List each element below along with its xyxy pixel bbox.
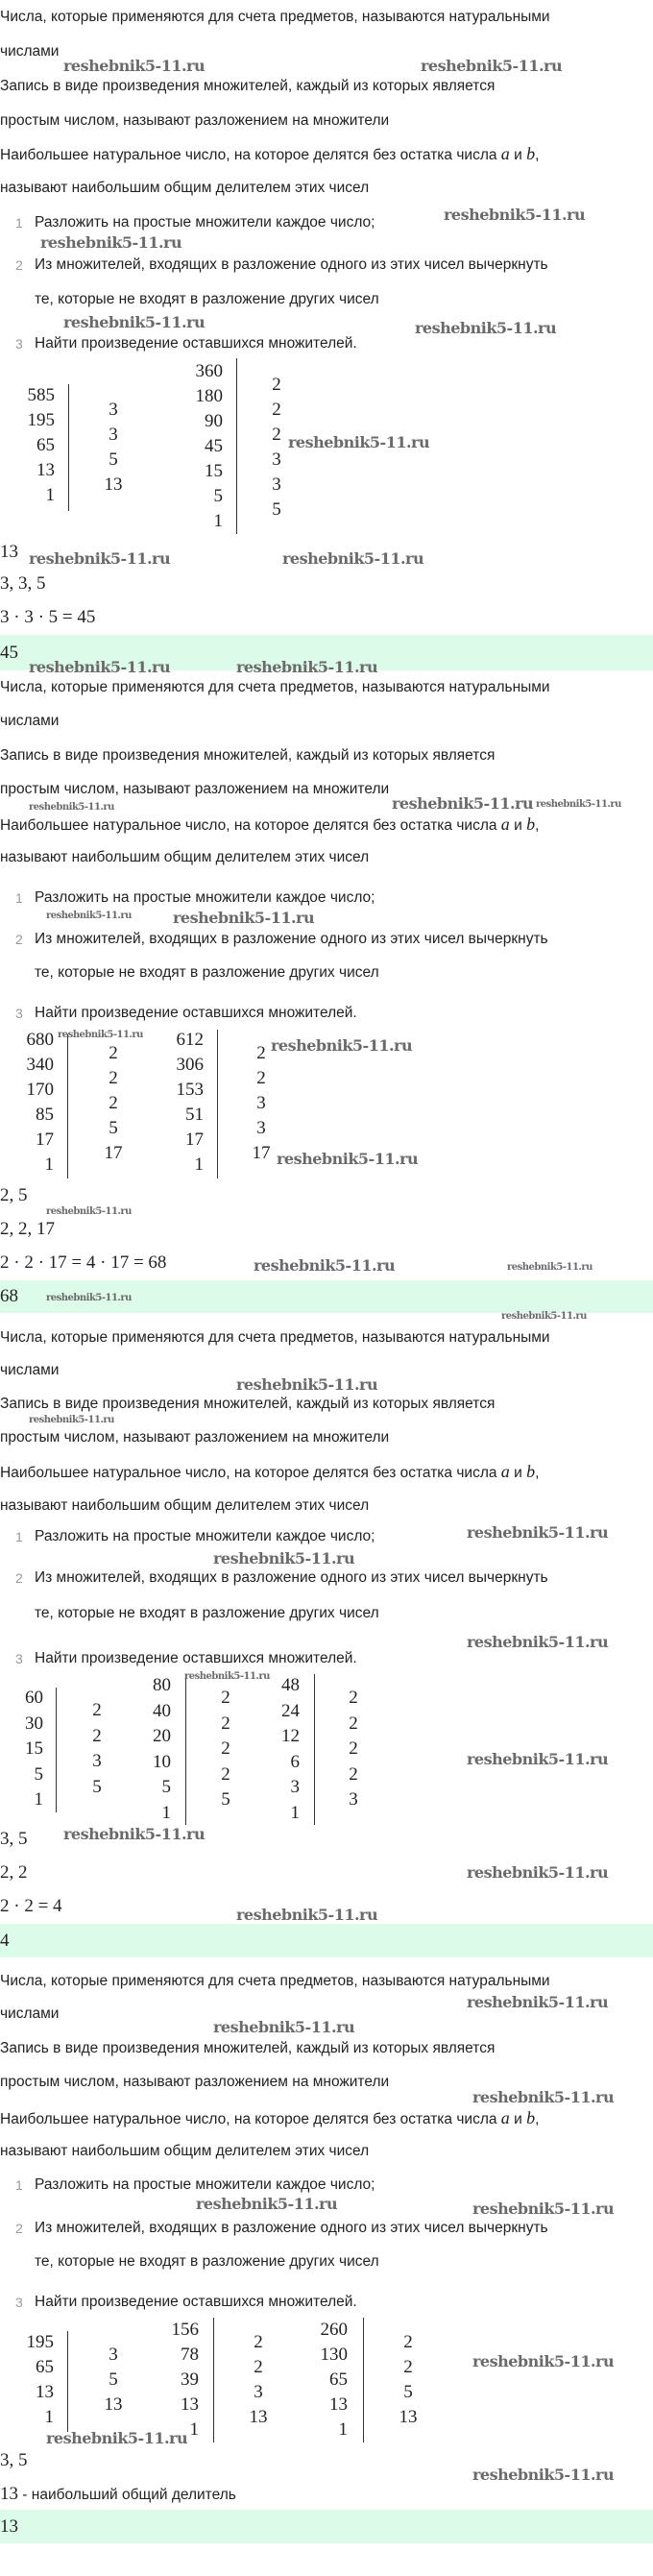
definition-text: называют наибольшим общим делителем этих чисел [0,1497,370,1514]
divider-line [236,358,237,534]
factor-cell: 5 [213,486,223,506]
factor-cell: 1 [213,511,223,531]
step-number: 2 [15,932,23,947]
gcd-definition [0,814,539,836]
text-fragment: , [535,2111,540,2127]
factor-cell: 2 [403,2357,413,2377]
watermark: reshebnik5-11.ru [467,1993,609,2011]
step-number: 3 [15,1651,23,1666]
step-number: 1 [15,2177,23,2193]
step-text: Разложить на простые множители каждое число; [35,889,375,906]
watermark: reshebnik5-11.ru [173,909,315,927]
factor-cell: 60 [25,1688,43,1708]
factor-cell: 340 [26,1055,54,1075]
step-text: Из множителей, входящих в разложение одного из этих чисел вычеркнуть [35,256,548,273]
answer-value: 4 [0,1930,10,1951]
math-variable: a [500,814,510,834]
definition-text: называют наибольшим общим делителем этих чисел [0,2143,370,2159]
result-line: 2 · 2 · 17 = 4 · 17 = 68 [0,1252,167,1273]
factor-cell: 10 [153,1751,171,1772]
result-line: 3, 5 [0,1829,28,1849]
result-line: 2, 5 [0,1185,28,1205]
step-text: Найти произведение оставшихся множителей. [35,2294,357,2310]
definition-text: простым числом, называют разложением на множители [0,2074,390,2090]
watermark: reshebnik5-11.ru [29,1415,114,1425]
definition-text: Числа, которые применяются для счета предметов, называются натуральными [0,9,550,25]
watermark: reshebnik5-11.ru [184,1671,270,1682]
definition-text: простым числом, называют разложением на множители [0,1429,390,1446]
factor-cell: 78 [181,2345,199,2365]
factor-cell: 3 [92,1751,102,1771]
math-variable: a [500,2108,510,2127]
divider-line [67,1034,68,1179]
factor-cell: 17 [104,1143,123,1163]
watermark: reshebnik5-11.ru [392,794,534,813]
watermark: reshebnik5-11.ru [29,658,171,676]
factor-cell: 5 [109,2369,118,2390]
watermark: reshebnik5-11.ru [63,1825,206,1843]
step-text: Найти произведение оставшихся множителей. [35,335,357,352]
watermark: reshebnik5-11.ru [507,1262,593,1273]
factor-cell: 2 [272,375,281,395]
factor-cell: 24 [281,1700,300,1721]
factor-cell: 195 [26,2332,54,2352]
watermark: reshebnik5-11.ru [213,1549,355,1567]
factor-cell: 30 [25,1713,43,1734]
factor-cell: 1 [338,2419,348,2440]
watermark: reshebnik5-11.ru [467,1633,609,1651]
definition-text: числами [0,713,60,729]
text-fragment: , [535,1465,540,1481]
result-line: 2 · 2 = 4 [0,1896,62,1916]
step-number: 2 [15,257,23,273]
factor-cell: 2 [349,1713,358,1734]
watermark: reshebnik5-11.ru [444,206,586,224]
step-number: 1 [15,215,23,231]
definition-text: называют наибольшим общим делителем этих чисел [0,849,370,865]
watermark: reshebnik5-11.ru [46,911,132,921]
step-number: 1 [15,1529,23,1544]
watermark: reshebnik5-11.ru [236,1375,378,1394]
step-text: Из множителей, входящих в разложение одного из этих чисел вычеркнуть [35,931,548,947]
factor-cell: 5 [403,2382,413,2402]
factor-cell: 3 [109,2345,118,2365]
factor-cell: 5 [272,499,281,520]
factor-cell: 3 [109,400,118,420]
watermark: reshebnik5-11.ru [277,1150,419,1168]
factor-cell: 48 [281,1675,300,1695]
result-line: 3, 3, 5 [0,573,46,594]
factor-cell: 13 [104,474,123,495]
factor-cell: 1 [290,1802,300,1823]
step-number: 3 [15,1006,23,1021]
factor-cell: 260 [320,2320,348,2340]
text-fragment: , [535,147,540,163]
factor-cell: 2 [221,1713,230,1734]
watermark: reshebnik5-11.ru [288,433,430,451]
factor-cell: 3 [256,1118,266,1138]
result-number: 13 [0,2484,18,2504]
factor-cell: 6 [290,1751,300,1772]
answer-value: 13 [0,2515,18,2537]
factor-cell: 17 [36,1130,54,1150]
factor-cell: 180 [195,386,223,406]
divider-line [314,1674,315,1825]
answer-band [0,1924,653,1957]
factor-cell: 2 [221,1763,230,1785]
text-fragment: и [509,2111,527,2127]
watermark: reshebnik5-11.ru [29,549,171,568]
factor-cell: 5 [92,1776,102,1797]
text-fragment: и [509,147,527,163]
factor-cell: 1 [194,1154,204,1175]
result-line: 2, 2, 17 [0,1219,55,1239]
text-fragment: , [535,817,540,834]
watermark: reshebnik5-11.ru [46,2429,188,2447]
text-fragment: Наибольшее натуральное число, на которое делятся без остатка числа [0,147,501,163]
watermark: reshebnik5-11.ru [40,233,182,252]
text-fragment: Наибольшее натуральное число, на которое делятся без остатка числа [0,1465,501,1481]
math-variable: b [526,2108,536,2127]
watermark: reshebnik5-11.ru [236,658,378,676]
math-variable: a [500,144,510,163]
watermark: reshebnik5-11.ru [46,1293,132,1303]
step-text: те, которые не входят в разложение других чисел [35,1605,379,1621]
divider-line [217,1030,218,1179]
factor-cell: 90 [205,411,223,431]
step-number: 1 [15,890,23,906]
factor-cell: 15 [25,1738,43,1759]
step-text: те, которые не входят в разложение других чисел [35,291,379,307]
definition-text: Числа, которые применяются для счета предметов, называются натуральными [0,679,550,695]
factor-cell: 360 [195,361,223,381]
watermark: reshebnik5-11.ru [467,1863,609,1882]
factor-cell: 2 [349,1763,358,1785]
factor-cell: 5 [221,1789,230,1810]
result-line: 2, 2 [0,1862,28,1883]
factor-cell: 17 [252,1143,271,1163]
text-fragment: и [509,1465,527,1481]
factor-cell: 5 [109,450,118,470]
factor-cell: 1 [34,1789,43,1810]
watermark: reshebnik5-11.ru [282,549,424,568]
watermark: reshebnik5-11.ru [467,1750,609,1768]
watermark: reshebnik5-11.ru [213,2018,355,2036]
definition-text: Числа, которые применяются для счета предметов, называются натуральными [0,1329,550,1346]
divider-line [56,1688,57,1812]
factor-cell: 2 [349,1688,358,1708]
answer-value: 45 [0,642,18,663]
definition-text: Запись в виде произведения множителей, каждый из которых является [0,2040,496,2056]
factor-cell: 2 [254,2332,263,2352]
factor-cell: 2 [403,2332,413,2352]
factor-cell: 2 [109,1043,118,1063]
factor-cell: 5 [161,1777,171,1797]
result-line: 3 · 3 · 5 = 45 [0,607,96,627]
factor-cell: 3 [254,2382,263,2402]
factor-cell: 1 [45,485,55,505]
factor-cell: 2 [349,1738,358,1759]
watermark: reshebnik5-11.ru [472,2466,615,2484]
factor-cell: 13 [399,2407,418,2427]
factor-cell: 3 [109,425,118,445]
step-text: Найти произведение оставшихся множителей. [35,1005,357,1021]
definition-text: Запись в виде произведения множителей, каждый из которых является [0,747,496,764]
watermark: reshebnik5-11.ru [501,1311,587,1322]
factor-cell: 13 [249,2407,268,2427]
step-text: Из множителей, входящих в разложение одного из этих чисел вычеркнуть [35,1569,548,1586]
factor-cell: 13 [36,460,55,480]
answer-value: 68 [0,1286,18,1306]
factor-cell: 130 [320,2345,348,2365]
watermark: reshebnik5-11.ru [536,799,621,810]
factor-cell: 2 [256,1043,266,1063]
definition-text: Запись в виде произведения множителей, каждый из которых является [0,1396,496,1412]
factor-cell: 170 [26,1080,54,1100]
factor-cell: 45 [205,436,223,456]
gcd-definition [0,2108,539,2129]
factor-cell: 13 [36,2382,54,2402]
step-number: 3 [15,2295,23,2310]
factor-cell: 17 [185,1130,204,1150]
factor-cell: 306 [176,1055,204,1075]
factor-cell: 2 [109,1068,118,1088]
factor-cell: 1 [44,2407,54,2427]
step-text: те, которые не входят в разложение других чисел [35,964,379,981]
factor-cell: 12 [281,1726,300,1746]
divider-line [213,2318,214,2442]
divider-line [185,1674,186,1825]
factor-cell: 585 [27,385,55,405]
factor-cell: 612 [176,1030,204,1050]
factor-cell: 2 [221,1738,230,1759]
math-variable: b [526,144,536,163]
factor-cell: 156 [171,2320,199,2340]
factor-cell: 3 [349,1789,358,1810]
step-text: Из множителей, входящих в разложение одного из этих чисел вычеркнуть [35,2220,548,2236]
factor-cell: 80 [153,1675,171,1695]
factor-cell: 65 [36,435,55,455]
text-fragment: Наибольшее натуральное число, на которое делятся без остатка числа [0,817,501,834]
text-fragment: и [509,817,527,834]
factor-cell: 3 [272,450,281,470]
step-text: Найти произведение оставшихся множителей. [35,1650,357,1666]
factor-cell: 85 [36,1105,54,1125]
watermark: reshebnik5-11.ru [29,802,114,813]
gcd-definition [0,1462,539,1483]
factor-cell: 1 [44,1154,54,1175]
watermark: reshebnik5-11.ru [472,2352,615,2370]
factor-cell: 65 [36,2357,54,2377]
factor-cell: 40 [153,1700,171,1721]
factor-cell: 5 [34,1763,43,1785]
gcd-definition [0,144,539,165]
factor-cell: 2 [92,1700,102,1720]
result-line: 13 [0,542,18,562]
factor-cell: 13 [181,2394,199,2415]
watermark: reshebnik5-11.ru [236,1906,378,1924]
factor-cell: 13 [104,2394,123,2415]
factor-cell: 153 [176,1080,204,1100]
definition-text: Запись в виде произведения множителей, каждый из которых является [0,78,496,94]
step-text: Разложить на простые множители каждое число; [35,1528,375,1544]
factor-cell: 65 [329,2369,348,2390]
step-number: 2 [15,2221,23,2236]
watermark: reshebnik5-11.ru [472,2088,615,2106]
factor-cell: 3 [256,1093,266,1113]
watermark: reshebnik5-11.ru [421,57,563,75]
factor-cell: 195 [27,410,55,430]
watermark: reshebnik5-11.ru [472,2199,615,2218]
factor-cell: 15 [205,461,223,481]
step-number: 2 [15,1570,23,1586]
step-text: Разложить на простые множители каждое число; [35,214,375,231]
math-variable: a [500,1462,510,1481]
definition-text: числами [0,2005,60,2022]
definition-text: простым числом, называют разложением на множители [0,112,390,129]
divider-line [68,384,69,511]
factor-cell: 2 [221,1688,230,1708]
step-text: Разложить на простые множители каждое число; [35,2176,375,2193]
factor-cell: 1 [161,1802,171,1823]
factor-cell: 2 [92,1725,102,1746]
factor-cell: 2 [272,400,281,420]
watermark: reshebnik5-11.ru [196,2195,338,2213]
watermark: reshebnik5-11.ru [415,319,557,337]
math-variable: b [526,814,536,834]
answer-band [0,2510,653,2543]
definition-text: числами [0,1362,60,1378]
watermark: reshebnik5-11.ru [58,1030,143,1040]
factor-cell: 2 [254,2357,263,2377]
factor-cell: 2 [272,425,281,445]
watermark: reshebnik5-11.ru [271,1036,413,1055]
factor-cell: 2 [256,1068,266,1088]
factor-cell: 13 [329,2394,348,2415]
result-line: 3, 5 [0,2450,28,2470]
factor-cell: 51 [185,1105,204,1125]
result-line [0,2484,236,2506]
step-number: 3 [15,336,23,352]
factor-cell: 3 [290,1777,300,1797]
factor-cell: 39 [181,2369,199,2390]
math-variable: b [526,1462,536,1481]
factor-cell: 680 [26,1030,54,1050]
factor-cell: 1 [189,2419,199,2440]
text-fragment: Наибольшее натуральное число, на которое делятся без остатка числа [0,2111,501,2127]
divider-line [67,2331,68,2432]
factor-cell: 2 [109,1093,118,1113]
watermark: reshebnik5-11.ru [63,57,206,75]
watermark: reshebnik5-11.ru [467,1523,609,1542]
step-text: те, которые не входят в разложение других чисел [35,2253,379,2270]
divider-line [363,2318,364,2442]
factor-cell: 3 [272,474,281,495]
watermark: reshebnik5-11.ru [63,313,206,331]
result-text: - наибольший общий делитель [18,2487,236,2503]
factor-cell: 5 [109,1118,118,1138]
watermark: reshebnik5-11.ru [254,1256,396,1275]
definition-text: числами [0,43,60,60]
definition-text: простым числом, называют разложением на множители [0,781,390,797]
definition-text: называют наибольшим общим делителем этих чисел [0,180,370,196]
definition-text: Числа, которые применяются для счета предметов, называются натуральными [0,1973,550,1989]
factor-cell: 20 [153,1726,171,1746]
watermark: reshebnik5-11.ru [46,1206,132,1217]
